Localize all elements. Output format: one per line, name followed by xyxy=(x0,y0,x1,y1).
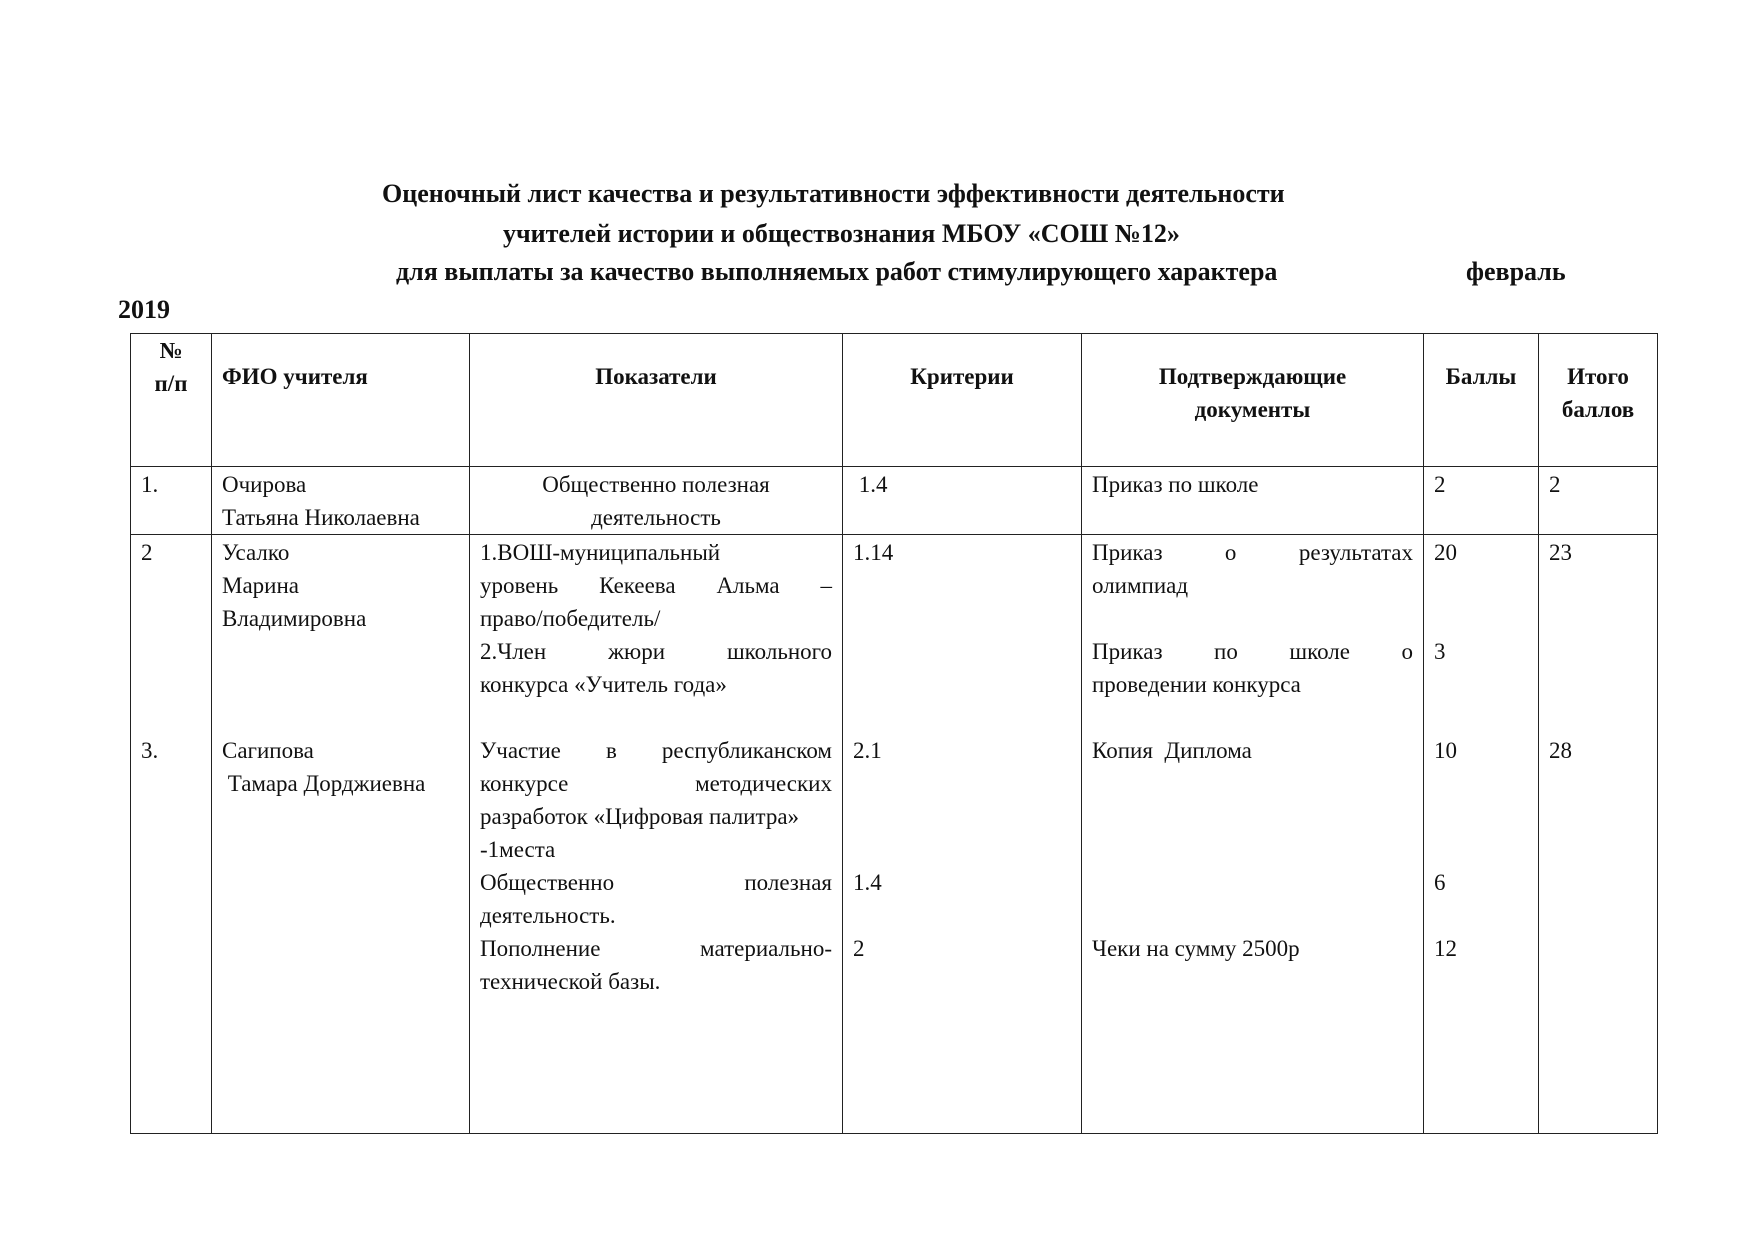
row3-ind3-a: Пополнение материально- xyxy=(480,936,832,961)
header-points-text: Баллы xyxy=(1445,364,1517,389)
row3-doc1: Копия Диплома xyxy=(1092,738,1252,763)
row1-criteria: 1.4 xyxy=(843,467,1082,535)
row23-num xyxy=(131,535,212,1134)
row3-name-b: Тамара Дорджиевна xyxy=(222,771,426,796)
row2-ind1-b: уровень Кекеева Альма – xyxy=(480,573,832,598)
header-docs-a: Подтверждающие xyxy=(1158,364,1347,389)
header-indicators-text: Показатели xyxy=(595,364,717,389)
row1-name xyxy=(212,467,470,535)
header-docs-b: документы xyxy=(1194,397,1311,422)
row1-total: 2 xyxy=(1539,467,1658,535)
row23-points xyxy=(1424,535,1539,1134)
header-num-b: п/п xyxy=(154,371,188,396)
table-row xyxy=(131,535,1658,1134)
row3-criteria-3: 2 xyxy=(853,936,865,961)
title-month: февраль xyxy=(1466,257,1566,286)
header-indicators xyxy=(470,334,843,467)
row2-doc1-b: олимпиад xyxy=(1092,573,1189,598)
row3-total: 28 xyxy=(1549,738,1572,763)
header-criteria-text: Критерии xyxy=(910,364,1014,389)
row2-ind2-a: 2.Член жюри школьного xyxy=(480,639,832,664)
title-line-2: учителей истории и обществознания МБОУ «СОШ №12» xyxy=(503,219,1180,248)
row1-name-b: Татьяна Николаевна xyxy=(222,505,420,530)
row3-name-a: Сагипова xyxy=(222,738,314,763)
title-line-3-text: для выплаты за качество выполняемых работ стимулирующего характера xyxy=(396,257,1278,286)
row2-ind2-b: конкурса «Учитель года» xyxy=(480,672,727,697)
evaluation-table xyxy=(130,333,1658,1134)
row2-name-b: Марина xyxy=(222,573,299,598)
row2-ind1-a: 1.ВОШ-муниципальный xyxy=(480,540,721,565)
row2-name-c: Владимировна xyxy=(222,606,367,631)
title-line-1: Оценочный лист качества и результативности эффективности деятельности xyxy=(382,179,1285,208)
table-header-row xyxy=(131,334,1658,467)
row2-num: 2 xyxy=(141,540,153,565)
table-row xyxy=(131,467,1658,535)
row1-points: 2 xyxy=(1424,467,1539,535)
row23-indicators xyxy=(470,535,843,1134)
row3-criteria-1: 2.1 xyxy=(853,738,882,763)
header-fio xyxy=(212,334,470,467)
row1-ind-b: деятельность xyxy=(591,505,721,530)
row3-points-1: 10 xyxy=(1434,738,1457,763)
row1-doc: Приказ по школе xyxy=(1082,467,1424,535)
header-total xyxy=(1539,334,1658,467)
row2-points-1: 20 xyxy=(1434,540,1457,565)
row3-ind2-a: Общественно полезная xyxy=(480,870,832,895)
row23-total xyxy=(1539,535,1658,1134)
header-total-wrap xyxy=(1549,360,1647,426)
row2-points-2: 3 xyxy=(1434,639,1446,664)
row1-name-a: Очирова xyxy=(222,472,307,497)
header-criteria xyxy=(843,334,1082,467)
header-points xyxy=(1424,334,1539,467)
title-year: 2019 xyxy=(118,295,170,324)
row1-ind-a: Общественно полезная xyxy=(542,472,770,497)
row3-ind1-c: разработок «Цифровая палитра» xyxy=(480,804,800,829)
row3-ind1-d: -1места xyxy=(480,837,556,862)
row2-name-a: Усалко xyxy=(222,540,290,565)
header-total-a: Итого xyxy=(1567,364,1629,389)
row1-num: 1. xyxy=(131,467,212,535)
row23-name xyxy=(212,535,470,1134)
row3-num: 3. xyxy=(141,738,159,763)
row2-criteria: 1.14 xyxy=(853,540,894,565)
row2-doc2-a: Приказ по школе о xyxy=(1092,639,1413,664)
row3-points-2: 6 xyxy=(1434,870,1446,895)
header-docs xyxy=(1082,334,1424,467)
header-num-a: № xyxy=(159,338,183,363)
row3-criteria-2: 1.4 xyxy=(853,870,882,895)
row2-doc2-b: проведении конкурса xyxy=(1092,672,1301,697)
row3-doc3: Чеки на сумму 2500р xyxy=(1092,936,1300,961)
row23-criteria xyxy=(843,535,1082,1134)
row2-total: 23 xyxy=(1549,540,1572,565)
header-total-b: баллов xyxy=(1561,397,1635,422)
row3-points-3: 12 xyxy=(1434,936,1457,961)
header-fio-text: ФИО учителя xyxy=(222,364,368,389)
row3-ind2-b: деятельность. xyxy=(480,903,616,928)
row1-indicator xyxy=(470,467,843,535)
header-docs-wrap xyxy=(1092,360,1413,426)
header-num xyxy=(131,334,212,467)
row3-ind3-b: технической базы. xyxy=(480,969,661,994)
row3-ind1-a: Участие в республиканском xyxy=(480,738,832,763)
row3-ind1-b: конкурсе методических xyxy=(480,771,832,796)
row2-ind1-c: право/победитель/ xyxy=(480,606,661,631)
row23-docs xyxy=(1082,535,1424,1134)
title-line-3 xyxy=(396,256,1566,288)
row2-doc1-a: Приказ о результатах xyxy=(1092,540,1413,565)
